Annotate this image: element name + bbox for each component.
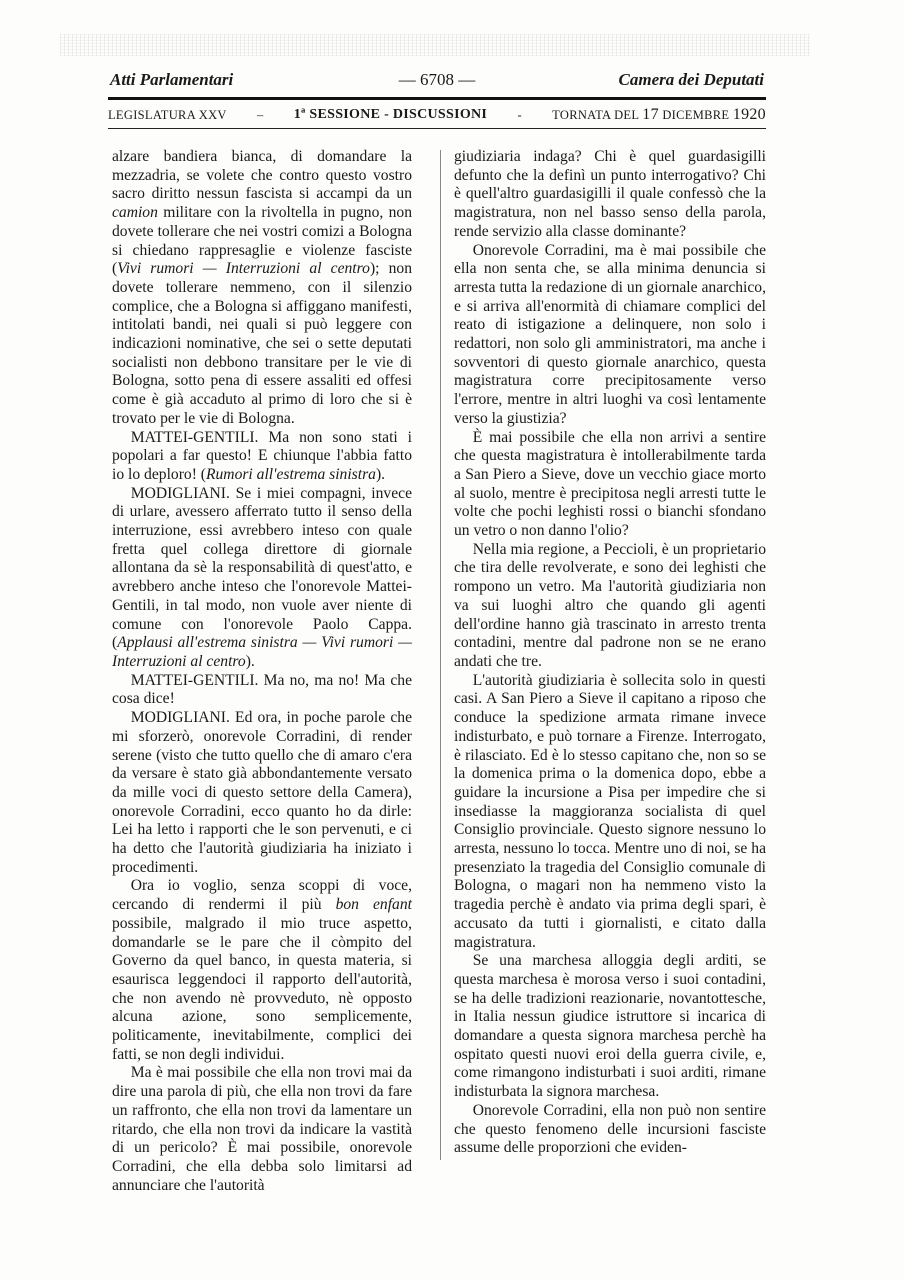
tornata-day: 17 (642, 106, 659, 123)
text-run: Ma è mai possibile che ella non trovi mai da dire una parola di più, che ella non trovi da fare un raffronto, che ella non trovi da lamentare un ritardo, che ella non trovi da indicare la vastità di un pericolo? È mai possibile, onorevole Corradini, che ella debba solo limitarsi ad annunciare che l'autorità (112, 1064, 412, 1194)
tornata-year: 1920 (732, 106, 766, 123)
text-run: ). (375, 465, 386, 483)
italic-run: camion (112, 204, 158, 222)
paragraph (112, 148, 412, 429)
paragraph (112, 672, 412, 709)
italic-run: Applausi all'estrema sinistra — Vivi rumori — Interruzioni al centro (112, 634, 412, 670)
sessione: 1ª SESSIONE - DISCUSSIONI (293, 107, 488, 122)
text-run: MATTEI-GENTILI. Ma no, ma no! Ma che cosa dice! (112, 671, 412, 708)
text-run: MODIGLIANI. Ed ora, in poche parole che mi sforzerò, onorevole Corradini, di render serene (visto che tutto quello che di amaro c'era da versare è stato già abbondantemente versato da mille voci di questo settore della Camera), onorevole Corradini, ecco quanto ho da dirle: Lei ha letto i rapporti che le son pervenuti, e ci ha detto che l'autorità giudiziaria ha iniziato i procedimenti. (112, 709, 412, 876)
paragraph (454, 429, 766, 541)
paragraph (112, 429, 412, 485)
italic-run: Vivi rumori — Interruzioni al centro (117, 260, 370, 278)
separator-dash: - (517, 107, 522, 122)
tornata-month: DICEMBRE (662, 108, 730, 122)
text-run: ). (245, 652, 255, 670)
text-run: Se una marchesa alloggia degli arditi, se questa marchesa è morosa verso i suoi contadini, se ha delle tradizioni reazionarie, novantottesche, in Italia nessun giudice istruttore si incarica di domandare a questa signora marchesa perchè ha ospitato questi nuovi eroi della guerra civile, e, come rimangono indisturbati i suoi arditi, rimane indisturbata la signora marchesa. (454, 952, 766, 1101)
text-run: MODIGLIANI. Se i miei compagni, invece di urlare, avessero afferrato tutto il senso della interruzione, essi avrebbero inteso con quale fretta quel collega direttore di giornale allontana da sè la responsabilità di quest'atto, e avrebbero anche inteso che l'onorevole Mattei-Gentili, in tal modo, non vuole aver niente di comune con l'onorevole Paolo Cappa. ( (112, 484, 412, 652)
page-header (108, 68, 766, 98)
paragraph (454, 541, 766, 672)
text-run: giudiziaria indaga? Chi è quel guardasigilli defunto che la definì un punto interrogativo? Chi è quell'altro guardasigilli il quale confessò che la magistratura, non nel basso senso della parola, rende servizio alla classe dominante? (454, 148, 766, 240)
tornata (552, 106, 766, 124)
text-run: Nella mia regione, a Peccioli, è un proprietario che tira delle revolverate, e sono dei leghisti che rompono un vetro. Ma l'autorità giudiziaria non va sui luoghi altro che quando gli agenti dell'ordine hanno già trascinato in arresto trenta contadini, mentre dal padrone non se ne erano andati che tre. (454, 540, 766, 670)
paragraph (454, 672, 766, 953)
paragraph (454, 242, 766, 429)
italic-run: Rumori all'estrema sinistra (205, 465, 376, 483)
separator-dash: – (256, 107, 264, 122)
paragraph (112, 709, 412, 877)
scan-noise-strip (60, 34, 810, 56)
text-run: È mai possibile che ella non arrivi a sentire che questa magistratura è intollerabilmente tarda a San Piero a Sieve, dove un vecchio giace morto al suolo, mentre è precipitosa negli arresti tutte le volte che pochi leghisti rossi o bianchi sfondano un vetro o non danno l'olio? (454, 428, 766, 540)
paragraph (454, 952, 766, 1102)
tornata-label: TORNATA DEL (552, 108, 639, 122)
paragraph (454, 148, 766, 242)
text-run: MATTEI-GENTILI. Ma non sono stati i popolari a far questo! E chiunque l'abbia fatto io lo deploro! ( (112, 428, 412, 483)
paragraph (112, 877, 412, 1064)
text-run: possibile, malgrado il mio truce aspetto, domandarle se le pare che il còmpito del Governo da quel banco, in questa materia, si esaurisca leggendoci il rapporto dell'autorità, che non avendo nè provveduto, nè opposto alcuna azione, sono semplicemente, politicamente, inevitabilmente, complici dei fatti, se non degli individui. (112, 914, 412, 1063)
paragraph (112, 1064, 412, 1195)
text-run: Ora io voglio, senza scoppi di voce, cercando di rendermi il più (112, 877, 412, 914)
text-run: alzare bandiera bianca, di domandare la mezzadria, se volete che contro questo vostro sacro diritto nessun fascista si accampi da un (112, 148, 412, 203)
text-run: ); non dovete tollerare nemmeno, con il silenzio complice, che a Bologna si affiggano manifesti, intitolati bandi, nei quali si può leggere con indicazioni nominative, che sei o sette deputati socialisti non debbono transitare per le vie di Bologna, sotto pena di essere assaliti ed offesi come è già accaduto al primo di loro che si è trovato per le vie di Bologna. (112, 260, 412, 427)
text-run: militare con la rivoltella in pugno, non dovete tollerare che nei vostri comizi a Bologna si chiedano rappresaglie e violenze fasciste ( (112, 204, 412, 278)
paragraph (454, 1102, 766, 1158)
page-number: — 6708 — (398, 70, 476, 89)
text-run: Onorevole Corradini, ma è mai possibile che ella non senta che, se alla minima denuncia si arresta tutta la redazione di un giornale anarchico, e si arriva all'enormità di chiamare complici del reato di istigazione a delinquere, non solo i redattori, non solo gli amministratori, ma anche i sovventori di questo giornale anarchico, questa magistratura corre precipitosamente verso l'errore, mentre in altri luoghi va così lentamente verso la giustizia? (454, 241, 766, 427)
header-right-title: Camera dei Deputati (618, 70, 764, 89)
session-rule (108, 128, 766, 129)
text-run: L'autorità giudiziaria è sollecita solo in questi casi. A San Piero a Sieve il capitano a riposo che conduce la spedizione armata rimane invece indisturbato, e può tornare a Firenze. Interrogato, è rilasciato. Ed è lo stesso capitano che, non so se la domenica prima o la domenica dopo, ebbe a guidare la incursione a Pisa per impedire che si insediasse la maggioranza socialista di quel Consiglio provinciale. Questo signore nessuno lo arresta, nessuno lo tocca. Mentre uno di noi, se ha presenziato la tragedia del Consiglio comunale di Bologna, o magari non ha nemmeno visto la tragedia perchè è andato via prima degli spari, è accusato da tutti i giornalisti, e citato dalla magistratura. (454, 671, 766, 951)
italic-run: bon enfant (335, 896, 412, 914)
text-run: Onorevole Corradini, ella non può non sentire che questo fenomeno delle incursioni fasciste assume delle proporzioni che eviden- (454, 1101, 766, 1157)
column-divider (440, 150, 441, 1160)
header-rule-thick (108, 97, 766, 100)
legislatura: LEGISLATURA XXV (108, 107, 227, 122)
left-text-column (112, 148, 412, 1195)
header-left-title: Atti Parlamentari (110, 70, 234, 89)
session-line (108, 103, 766, 127)
paragraph (112, 485, 412, 672)
right-text-column (454, 148, 766, 1158)
